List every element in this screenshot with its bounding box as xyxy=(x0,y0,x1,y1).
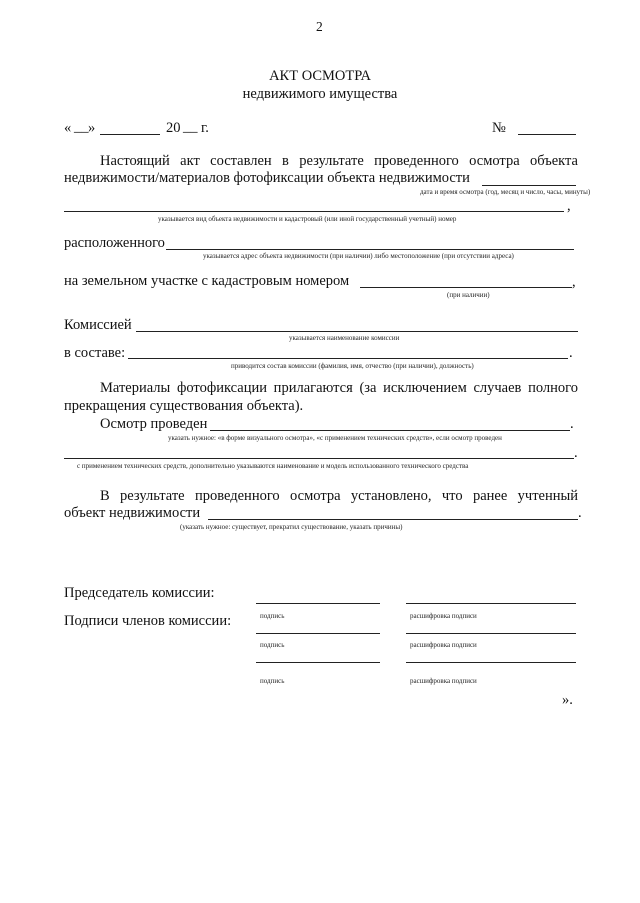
number-label: № xyxy=(492,120,506,136)
signature-label-3: подпись xyxy=(260,677,285,685)
inspection-period-2: . xyxy=(574,445,578,461)
number-line xyxy=(518,134,576,135)
signature-label-2: подпись xyxy=(260,641,285,649)
object-type-hint: указывается вид объекта недвижимости и кадастровый (или иной государственный учетный) номер xyxy=(158,215,457,223)
date-day-blank: __ xyxy=(74,119,89,135)
cadastral-number-line xyxy=(360,287,572,288)
commission-name-line xyxy=(136,331,578,332)
commission-hint: указывается наименование комиссии xyxy=(289,334,400,342)
page-number: 2 xyxy=(316,19,323,34)
composition-label: в составе: xyxy=(64,345,126,361)
object-type-comma: , xyxy=(567,198,571,214)
intro-line-2: недвижимости/материалов фотофиксации объекта недвижимости xyxy=(64,170,470,186)
result-line-1: В результате проведенного осмотра установлено, что ранее учтенный xyxy=(100,488,578,504)
signature-line-3 xyxy=(256,662,380,663)
decoding-label-3: расшифровка подписи xyxy=(410,677,477,685)
inspection-period-1: . xyxy=(570,416,574,432)
photo-materials-line-1: Материалы фотофиксации прилагаются (за исключением случаев полного xyxy=(100,380,578,396)
object-type-line xyxy=(64,211,564,212)
inspection-equipment-line xyxy=(64,458,574,459)
decoding-line-1 xyxy=(406,603,576,604)
intro-line-1: Настоящий акт составлен в результате проведенного осмотра объекта xyxy=(100,153,578,169)
composition-line xyxy=(128,358,568,359)
signature-line-1 xyxy=(256,603,380,604)
address-line xyxy=(166,249,574,250)
composition-hint: приводится состав комиссии (фамилия, имя, отчество (при наличии), должность) xyxy=(231,362,474,370)
decoding-label-2: расшифровка подписи xyxy=(410,641,477,649)
result-status-line xyxy=(208,519,578,520)
datetime-line xyxy=(482,185,576,186)
inspection-label: Осмотр проведен xyxy=(100,416,208,432)
land-plot-label: на земельном участке с кадастровым номером xyxy=(64,273,350,289)
chairman-label: Председатель комиссии: xyxy=(64,585,215,601)
commission-label: Комиссией xyxy=(64,317,132,333)
located-label: расположенного xyxy=(64,235,165,251)
date-open-quote: « xyxy=(64,120,72,136)
cadastral-hint: (при наличии) xyxy=(447,291,490,299)
date-year-prefix: 20 xyxy=(166,120,181,136)
photo-materials-line-2: прекращения существования объекта). xyxy=(64,398,304,414)
decoding-line-3 xyxy=(406,662,576,663)
document-subtitle: недвижимого имущества xyxy=(242,86,398,102)
decoding-label-1: расшифровка подписи xyxy=(410,612,477,620)
composition-period: . xyxy=(569,345,573,361)
date-month-line xyxy=(100,134,160,135)
signature-line-2 xyxy=(256,633,380,634)
address-hint: указывается адрес объекта недвижимости (при наличии) либо местоположение (при отсутствии адреса) xyxy=(203,252,514,260)
datetime-hint: дата и время осмотра (год, месяц и число, часы, минуты) xyxy=(420,188,591,196)
closing-quote: ». xyxy=(562,692,573,708)
result-line-2: объект недвижимости xyxy=(64,505,201,521)
result-hint: (указать нужное: существует, прекратил существование, указать причины) xyxy=(180,523,403,531)
inspection-equipment-hint: с применением технических средств, дополнительно указываются наименование и модель использованного технического средства xyxy=(77,462,469,470)
inspection-method-line xyxy=(210,430,570,431)
land-plot-comma: , xyxy=(572,274,576,290)
inspection-method-hint: указать нужное: «в форме визуального осмотра», «с применением технических средств», если осмотр проведен xyxy=(168,434,502,442)
result-period: . xyxy=(578,505,582,521)
signature-label-1: подпись xyxy=(260,612,285,620)
decoding-line-2 xyxy=(406,633,576,634)
date-year-blank: __ xyxy=(183,119,198,135)
document-title: АКТ ОСМОТРА xyxy=(269,68,371,84)
date-close-quote: » xyxy=(88,120,96,136)
date-year-suffix: г. xyxy=(201,120,209,136)
members-label: Подписи членов комиссии: xyxy=(64,613,232,629)
